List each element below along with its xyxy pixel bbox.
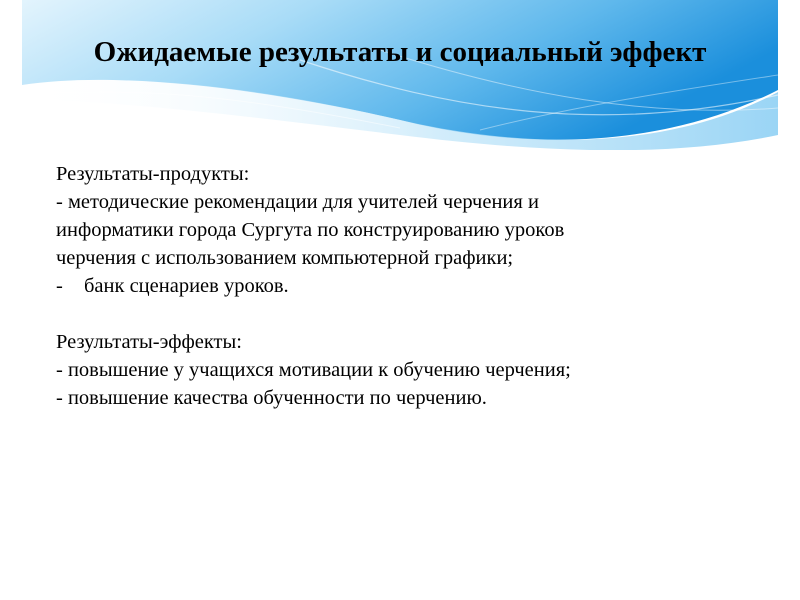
effects-item-2: - повышение качества обученности по черчению. bbox=[56, 387, 487, 409]
products-heading: Результаты-продукты: bbox=[56, 163, 250, 185]
effects-item-1: - повышение у учащихся мотивации к обучению черчения; bbox=[56, 359, 571, 381]
slide-title: Ожидаемые результаты и социальный эффект bbox=[93, 36, 707, 68]
bullet-dash: - bbox=[56, 275, 63, 297]
slide-body bbox=[56, 160, 756, 412]
products-item-2-text: банк сценариев уроков. bbox=[84, 275, 289, 297]
products-item-2 bbox=[56, 272, 756, 300]
products-item-1-line-2: информатики города Сургута по конструированию уроков bbox=[56, 219, 565, 241]
header-wave-banner bbox=[0, 0, 800, 150]
effects-heading: Результаты-эффекты: bbox=[56, 331, 242, 353]
products-item-1-line-1: - методические рекомендации для учителей черчения и bbox=[56, 191, 539, 213]
paragraph-spacer bbox=[56, 300, 756, 328]
products-item-1-line-3: черчения с использованием компьютерной графики; bbox=[56, 247, 514, 269]
